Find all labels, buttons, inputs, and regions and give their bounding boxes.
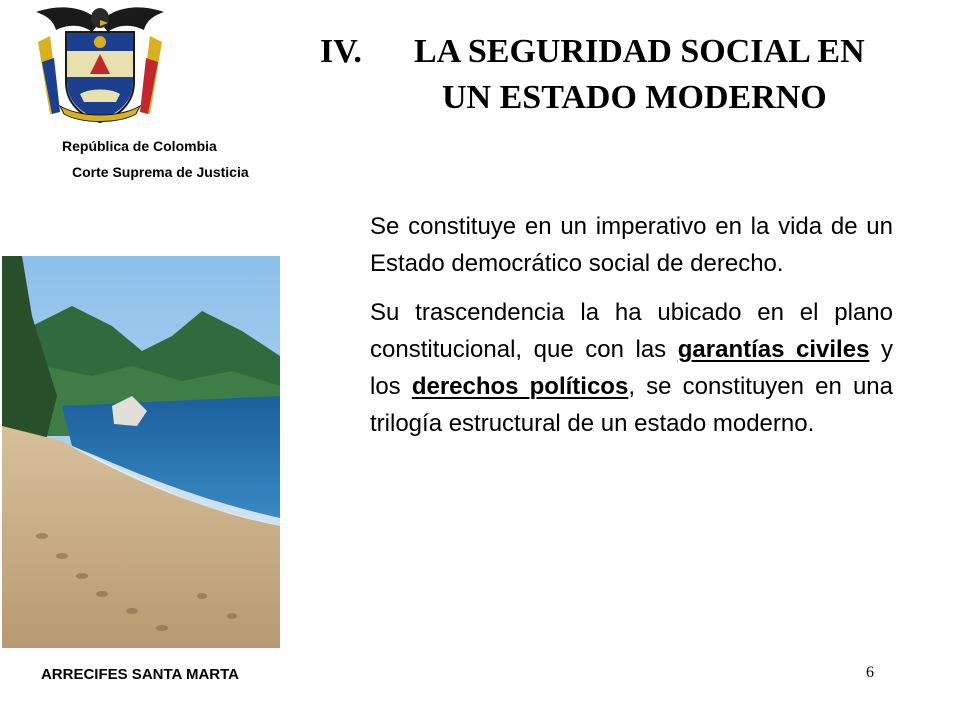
paragraph-2-text-b: y los — [370, 336, 893, 400]
court-label: Corte Suprema de Justicia — [72, 164, 249, 180]
underlined-term-civil-guarantees: garantías civiles — [677, 336, 870, 363]
coat-of-arms-icon — [30, 2, 170, 128]
section-numeral: IV. — [320, 33, 362, 70]
page-number: 6 — [866, 664, 874, 681]
page-title-line2: UN ESTADO MODERNO — [442, 79, 827, 116]
beach-photo — [2, 256, 280, 648]
paragraph-2 — [370, 294, 893, 442]
body-text — [370, 208, 893, 442]
country-label: República de Colombia — [62, 138, 217, 154]
underlined-term-political-rights: derechos políticos — [411, 373, 629, 400]
paragraph-1: Se constituye en un imperativo en la vida de un Estado democrático social de derecho. — [370, 213, 893, 277]
page-title-line1: LA SEGURIDAD SOCIAL EN — [414, 33, 865, 70]
paragraph-2-text-c: , se constituyen en una trilogía estructural de un estado moderno. — [370, 373, 893, 437]
paragraph-2-text-a: Su trascendencia la ha ubicado en el plano constitucional, que con las — [370, 299, 893, 363]
photo-caption: ARRECIFES SANTA MARTA — [40, 666, 240, 683]
